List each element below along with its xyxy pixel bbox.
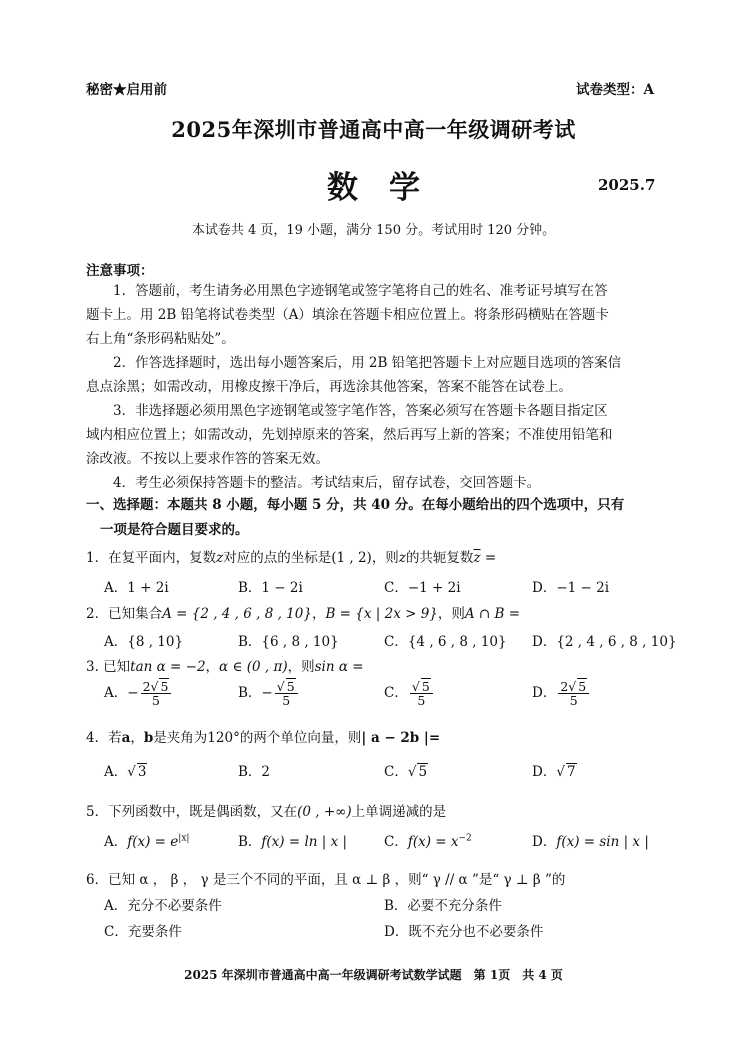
q2-option-d: D．{2 , 4 , 6 , 8 , 10}: [532, 634, 677, 650]
q1-option-c: C．−1 + 2i: [384, 580, 461, 596]
question-3: 3. 已知tan α = −2，α ∈ (0 , π)，则sin α =: [86, 659, 364, 675]
q6-option-d: D．既不充分也不必要条件: [384, 924, 544, 940]
paper-type: 试卷类型：A: [576, 82, 654, 98]
question-4: 4．若a，b是夹角为120°的两个单位向量，则| a − 2b |=: [86, 730, 441, 746]
q2-option-c: C．{4 , 6 , 8 , 10}: [384, 634, 507, 650]
q6-option-c: C．充要条件: [104, 924, 182, 940]
exam-summary: 本试卷共 4 页，19 小题，满分 150 分。考试用时 120 分钟。: [191, 223, 556, 238]
section-heading-cont: 一项是符合题目要求的。: [100, 522, 249, 538]
note-line: 息点涂黑；如需改动，用橡皮擦干净后，再选涂其他答案，答案不能答在试卷上。: [86, 379, 572, 395]
note-line: 涂改液。不按以上要求作答的答案无效。: [86, 451, 329, 467]
q2-option-b: B．{6 , 8 , 10}: [238, 634, 339, 650]
q4-option-c: C．√ 5: [384, 764, 428, 780]
q4-option-d: D．√ 7: [532, 764, 576, 780]
q3-option-d: D． $\frac{2√ 5}{5}$: [532, 680, 591, 707]
exam-title: 2025年深圳市普通高中高一年级调研考试: [171, 117, 576, 142]
q5-option-b: B．f(x) = ln | x |: [238, 834, 348, 850]
note-line: 4．考生必须保持答题卡的整洁。考试结束后，留存试卷，交回答题卡。: [86, 475, 541, 491]
q1-option-d: D．−1 − 2i: [532, 580, 610, 596]
question-2: 2．已知集合A = {2 , 4 , 6 , 8 , 10}，B = {x | 2x > 9}，则A ∩ B =: [86, 606, 521, 622]
note-line: 域内相应位置上；如需改动，先划掉原来的答案，然后再写上新的答案；不准使用铅笔和: [86, 427, 613, 443]
note-line: 1．答题前，考生请务必用黑色字迹钢笔或签字笔将自己的姓名、准考证号填写在答: [86, 283, 608, 299]
q3-option-c: C． $\frac{√ 5}{5}$: [384, 680, 435, 707]
q6-option-b: B．必要不充分条件: [384, 898, 502, 914]
notes-heading: 注意事项：: [86, 263, 154, 279]
q1-option-b: B．1 − 2i: [238, 580, 303, 596]
notes-body: [86, 279, 676, 499]
q3-option-a: A．− $\frac{2√ 5}{5}$: [104, 680, 173, 707]
note-line: 右上角“条形码粘贴处”。: [86, 331, 235, 347]
page-footer: 2025 年深圳市普通高中高一年级调研考试数学试题 第 1页 共 4 页: [184, 968, 563, 982]
section-heading: 一、选择题：本题共 8 小题，每小题 5 分，共 40 分。在每小题给出的四个选项中，只有: [86, 497, 625, 513]
q5-option-a: A．$f(x) = e^{|x|}$: [104, 833, 190, 850]
subject-title: 数 学: [327, 170, 420, 206]
note-line: 3．非选择题必须用黑色字迹钢笔或签字笔作答，答案必须写在答题卡各题目指定区: [86, 403, 608, 419]
question-1: 1．在复平面内，复数z对应的点的坐标是(1 , 2)，则z的共轭复数$\overline{z}$ =: [86, 550, 497, 566]
q4-option-a: A．√ 3: [104, 764, 147, 780]
q1-option-a: A．1 + 2i: [104, 580, 169, 596]
q5-option-c: C．$f(x) = x^{-2}$: [384, 833, 472, 850]
question-6: 6．已知 α ， β ， γ 是三个不同的平面，且 α ⊥ β ，则“ γ // α ”是“ γ ⊥ β ”的: [86, 872, 566, 888]
q2-option-a: A．{8 , 10}: [104, 634, 184, 650]
q6-option-a: A．充分不必要条件: [104, 898, 222, 914]
q5-option-d: D．f(x) = sin | x |: [532, 834, 649, 850]
q3-option-b: B．− $\frac{√ 5}{5}$: [238, 680, 300, 707]
exam-date: 2025.7: [598, 176, 656, 194]
q4-option-b: B．2: [238, 764, 271, 780]
confidential-mark: 秘密★启用前: [86, 82, 167, 98]
note-line: 2．作答选择题时，选出每小题答案后，用 2B 铅笔把答题卡上对应题目选项的答案信: [86, 355, 622, 371]
note-line: 题卡上。用 2B 铅笔将试卷类型（A）填涂在答题卡相应位置上。将条形码横贴在答题卡: [86, 307, 609, 323]
question-5: 5．下列函数中，既是偶函数，又在(0 , +∞)上单调递减的是: [86, 804, 447, 820]
